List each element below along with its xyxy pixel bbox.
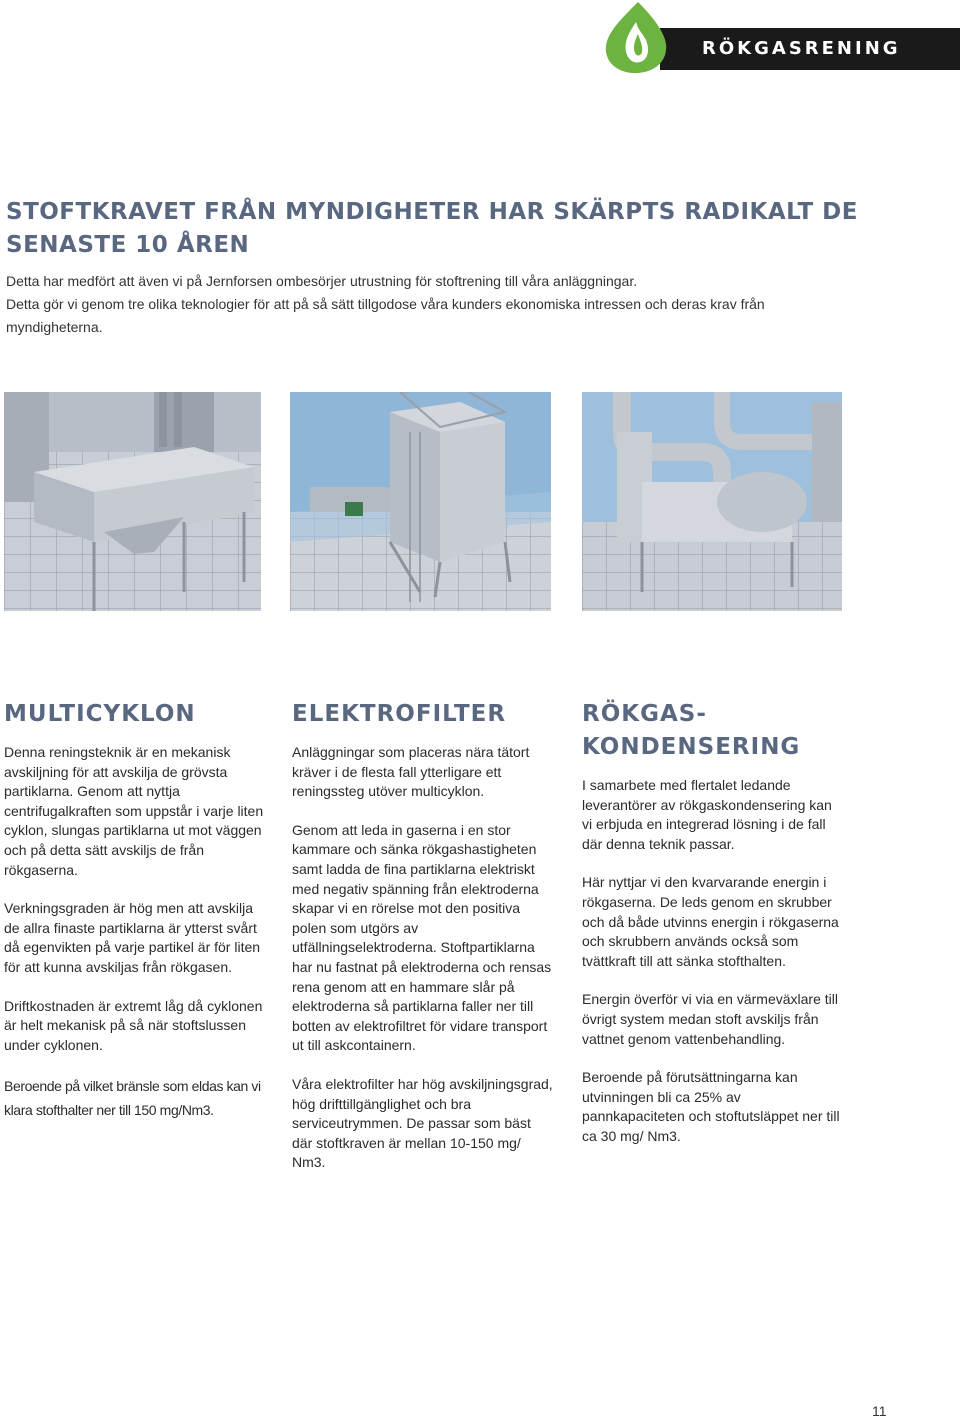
main-heading: STOFTKRAVET FRÅN MYNDIGHETER HAR SKÄRPTS RADIKALT DE SENASTE 10 ÅREN <box>6 199 858 258</box>
elektrofilter-image <box>290 392 551 611</box>
rokgaskondensering-section <box>582 698 844 1166</box>
section-title: RÖKGASRENING <box>702 38 901 59</box>
elektrofilter-section <box>292 698 554 1192</box>
rokgaskondensering-heading-line-2: KONDENSERING <box>582 734 801 760</box>
rokgaskondensering-image <box>582 392 842 611</box>
elektrofilter-paragraph-1: Anläggningar som placeras nära tätort kräver i de flesta fall ytterligare ett reningssteg utöver multicyklon. <box>292 744 530 800</box>
multicyklon-paragraph-3: Driftkostnaden är extremt låg då cyklonen är helt mekanisk på så när stoftslussen under cyklonen. <box>4 997 263 1053</box>
multicyklon-heading: MULTICYKLON <box>4 701 196 727</box>
elektrofilter-paragraph-3: Våra elektrofilter har hög avskiljningsgrad, hög drifttillgänglighet och bra serviceutrymmen. De passar som bäst där stoftkraven är mellan 10-150 mg/ Nm3. <box>292 1075 553 1171</box>
multicyklon-paragraph-1: Denna reningsteknik är en mekanisk avskiljning för att avskilja de grövsta partiklarna. Genom att nyttja centrifugalkraften som uppstår i varje liten cyklon, slungas partiklarna ut mot väggen och på detta sätt avskiljs de från rökgaserna. <box>4 744 264 878</box>
multicyklon-section <box>4 698 266 1122</box>
multicyklon-image <box>4 392 261 611</box>
rokgaskondensering-heading <box>582 698 844 764</box>
rokgaskondensering-paragraph-3: Energin överför vi via en värmeväxlare till övrigt system medan stoft avskiljs från vattnet genom vattenbehandling. <box>582 991 838 1047</box>
intro-line-2: Detta gör vi genom tre olika teknologier för att på så sätt tillgodose våra kunders ekonomiska intressen och deras krav från myndigheterna. <box>6 296 765 335</box>
rokgaskondensering-paragraph-4: Beroende på förutsättningarna kan utvinningen bli ca 25% av pannkapaciteten och stoftutsläppet ner till ca 30 mg/ Nm3. <box>582 1069 840 1144</box>
elektrofilter-paragraph-2: Genom att leda in gaserna i en stor kammare och sänka rökgashastigheten samt ladda de fina partiklarna elektriskt med negativ spänning från elektroderna skapar vi en rörelse mot den positiva polen som utgörs av utfällningselektroderna. Stoftpartiklarna har nu fastnat på elektroderna och rensas rena genom att en hammare slår på elektroderna så partiklarna faller ner till botten av elektrofiltret för vidare transport ut till askcontainern. <box>292 821 552 1054</box>
intro-text <box>6 270 786 339</box>
multicyklon-paragraph-2: Verkningsgraden är hög men att avskilja de allra finaste partiklarna är ytterst svårt då egenvikten på varje partikel är för liten för att kunna avskiljas från rökgasen. <box>4 900 261 975</box>
leaf-drop-icon <box>598 0 688 74</box>
rokgaskondensering-heading-line-1: RÖKGAS- <box>582 701 707 727</box>
page-number: 11 <box>872 1403 887 1419</box>
multicyklon-paragraph-4: Beroende på vilket bränsle som eldas kan vi klara stofthalter ner till 150 mg/Nm3. <box>4 1078 261 1119</box>
rokgaskondensering-paragraph-2: Här nyttjar vi den kvarvarande energin i rökgaserna. De leds genom en skrubber och då både utvinns energin i rökgaserna och skrubbern används också som tvättkraft till att sänka stofthalten. <box>582 874 839 969</box>
intro-line-1: Detta har medfört att även vi på Jernforsen ombesörjer utrustning för stoftrening till våra anläggningar. <box>6 273 638 289</box>
elektrofilter-heading: ELEKTROFILTER <box>292 701 507 727</box>
rokgaskondensering-paragraph-1: I samarbete med flertalet ledande leverantörer av rökgaskondensering kan vi erbjuda en integrerad lösning i de fall där denna teknik passar. <box>582 777 832 852</box>
